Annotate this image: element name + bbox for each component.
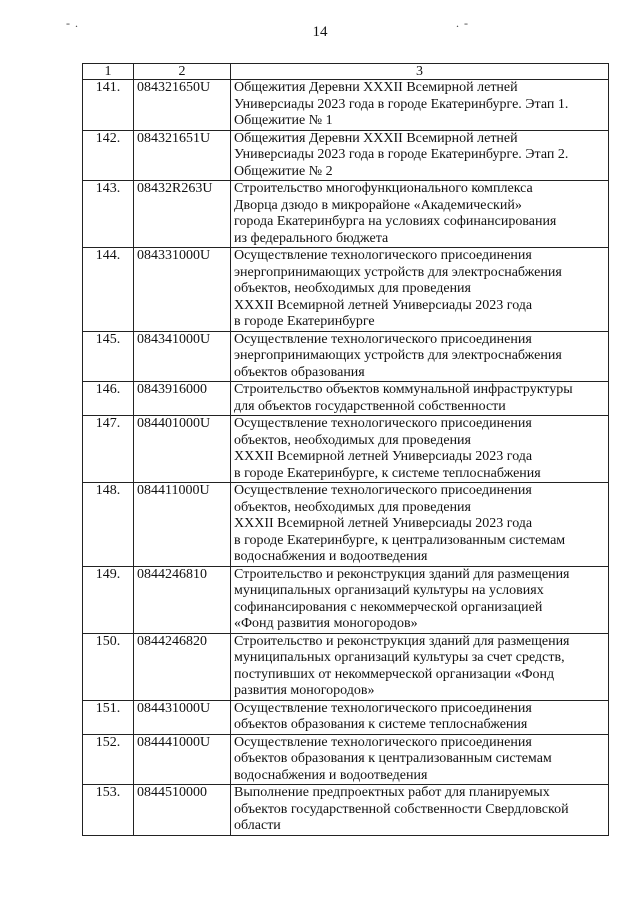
row-number: 153. [83, 785, 134, 836]
row-description: Осуществление технологического присоединения объектов образования к системе теплоснабжения [231, 700, 609, 734]
table-row [83, 416, 609, 483]
table-row [83, 248, 609, 332]
table-header-row [83, 64, 609, 80]
row-description: Строительство многофункционального комплекса Дворца дзюдо в микрорайоне «Академический» города Екатеринбурга на условиях софинансирования из федерального бюджета [231, 181, 609, 248]
row-number: 143. [83, 181, 134, 248]
row-code: 0844246820 [134, 633, 231, 700]
column-header-3: 3 [231, 64, 609, 80]
row-description: Осуществление технологического присоединения энергопринимающих устройств для электроснабжения объектов, необходимых для проведения XXXII Всемирной летней Универсиады 2023 года в городе Екатеринбурге [231, 248, 609, 332]
row-description: Осуществление технологического присоединения энергопринимающих устройств для электроснабжения объектов образования [231, 331, 609, 382]
row-description: Осуществление технологического присоединения объектов, необходимых для проведения XXXII Всемирной летней Универсиады 2023 года в городе Екатеринбурге, к централизованным системам водоснабжения и водоотведения [231, 483, 609, 567]
table-row [83, 785, 609, 836]
table-row [83, 382, 609, 416]
row-code: 084321651U [134, 130, 231, 181]
column-header-1: 1 [83, 64, 134, 80]
page-number: 14 [312, 24, 328, 40]
scan-mark-right: . - [456, 16, 469, 30]
table-row [83, 734, 609, 785]
scan-mark-left: - . [66, 16, 79, 30]
row-code: 084441000U [134, 734, 231, 785]
row-number: 151. [83, 700, 134, 734]
table-row [83, 483, 609, 567]
row-description: Строительство объектов коммунальной инфраструктуры для объектов государственной собственности [231, 382, 609, 416]
row-code: 084321650U [134, 80, 231, 131]
row-number: 142. [83, 130, 134, 181]
row-number: 150. [83, 633, 134, 700]
row-code: 084331000U [134, 248, 231, 332]
row-description: Общежития Деревни XXXII Всемирной летней Универсиады 2023 года в городе Екатеринбурге. Этап 2. Общежитие № 2 [231, 130, 609, 181]
row-code: 084341000U [134, 331, 231, 382]
row-number: 149. [83, 566, 134, 633]
table-row [83, 633, 609, 700]
row-number: 146. [83, 382, 134, 416]
row-description: Осуществление технологического присоединения объектов образования к централизованным системам водоснабжения и водоотведения [231, 734, 609, 785]
row-number: 147. [83, 416, 134, 483]
row-number: 144. [83, 248, 134, 332]
table-row [83, 130, 609, 181]
row-code: 0844510000 [134, 785, 231, 836]
table-row [83, 181, 609, 248]
row-number: 141. [83, 80, 134, 131]
table-row [83, 566, 609, 633]
row-number: 152. [83, 734, 134, 785]
main-table [82, 63, 609, 836]
row-code: 084431000U [134, 700, 231, 734]
row-description: Общежития Деревни XXXII Всемирной летней Универсиады 2023 года в городе Екатеринбурге. Этап 1. Общежитие № 1 [231, 80, 609, 131]
row-description: Строительство и реконструкция зданий для размещения муниципальных организаций культуры на условиях софинансирования с некоммерческой организацией «Фонд развития моногородов» [231, 566, 609, 633]
row-number: 145. [83, 331, 134, 382]
row-description: Осуществление технологического присоединения объектов, необходимых для проведения XXXII Всемирной летней Универсиады 2023 года в городе Екатеринбурге, к системе теплоснабжения [231, 416, 609, 483]
row-code: 0843916000 [134, 382, 231, 416]
row-code: 084411000U [134, 483, 231, 567]
column-header-2: 2 [134, 64, 231, 80]
row-number: 148. [83, 483, 134, 567]
row-code: 0844246810 [134, 566, 231, 633]
row-description: Выполнение предпроектных работ для планируемых объектов государственной собственности Свердловской области [231, 785, 609, 836]
row-code: 084401000U [134, 416, 231, 483]
table-row [83, 80, 609, 131]
row-code: 08432R263U [134, 181, 231, 248]
table-row [83, 700, 609, 734]
row-description: Строительство и реконструкция зданий для размещения муниципальных организаций культуры за счет средств, поступивших от некоммерческой организации «Фонд развития моногородов» [231, 633, 609, 700]
table-row [83, 331, 609, 382]
